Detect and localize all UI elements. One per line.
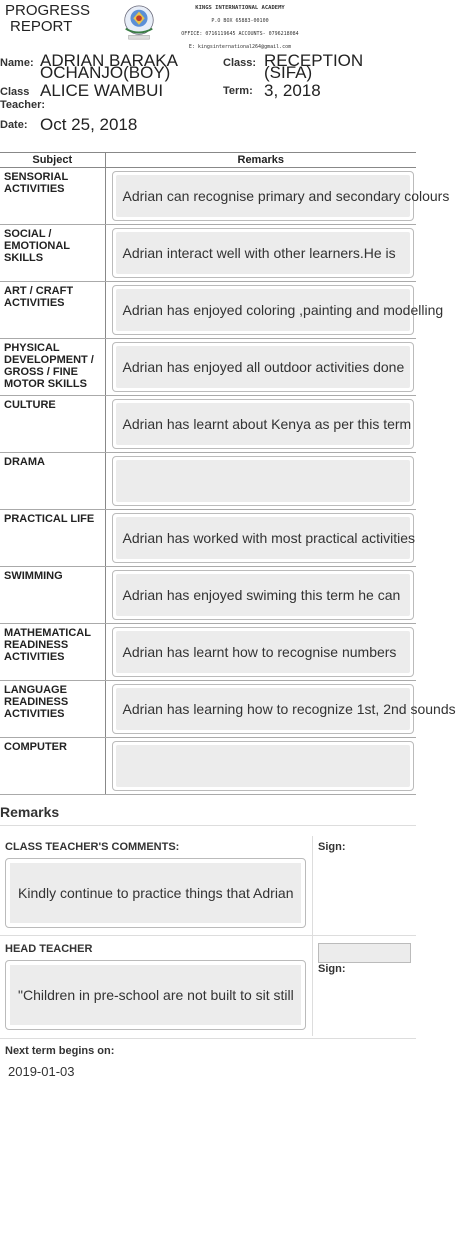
teacher-label: Class Teacher: <box>0 86 46 111</box>
name-label: Name: <box>0 57 34 69</box>
subject-name: ART / CRAFT ACTIVITIES <box>0 282 105 339</box>
remark-text <box>116 745 410 787</box>
school-info <box>160 2 320 54</box>
remark-textarea[interactable] <box>112 456 414 506</box>
next-term-label: Next term begins on: <box>5 1045 115 1057</box>
class-teacher-sign-label: Sign: <box>318 841 346 853</box>
subject-name: DRAMA <box>0 453 105 510</box>
remarks-heading: Remarks <box>0 804 60 820</box>
remark-textarea[interactable] <box>112 513 414 563</box>
remark-textarea[interactable] <box>112 228 414 278</box>
remark-text: Adrian has worked with most practical activities <box>116 517 410 559</box>
remark-textarea[interactable] <box>112 684 456 734</box>
head-teacher-sign-field[interactable] <box>318 943 411 963</box>
date-label: Date: <box>0 119 28 131</box>
school-name: KINGS INTERNATIONAL ACADEMY <box>195 5 285 11</box>
date-value: Oct 25, 2018 <box>40 115 138 134</box>
remark-text: Adrian has learning how to recognize 1st, 2nd sounds <box>116 688 410 730</box>
table-row <box>0 624 416 681</box>
remark-text: Adrian interact well with other learners.He is <box>116 232 410 274</box>
table-row <box>0 396 416 453</box>
table-row <box>0 681 416 738</box>
table-row <box>0 510 416 567</box>
subject-name: PRACTICAL LIFE <box>0 510 105 567</box>
table-row <box>0 225 416 282</box>
term-value: 3, 2018 <box>264 81 321 100</box>
remark-textarea[interactable] <box>112 741 414 791</box>
remark-textarea[interactable] <box>112 399 414 449</box>
sign-column-divider <box>312 836 313 1036</box>
remark-textarea[interactable] <box>112 570 414 620</box>
school-logo-icon <box>120 4 158 42</box>
remark-textarea[interactable] <box>112 171 450 221</box>
remark-text: Adrian has enjoyed all outdoor activities done <box>116 346 410 388</box>
remark-textarea[interactable] <box>112 285 444 335</box>
school-email: E: kingsinternational264@gmail.com <box>188 44 292 50</box>
head-teacher-comment-textarea[interactable] <box>5 960 306 1030</box>
table-row <box>0 567 416 624</box>
divider <box>0 1038 416 1039</box>
subject-name: COMPUTER <box>0 738 105 795</box>
head-teacher-label: HEAD TEACHER <box>5 943 93 955</box>
table-header-row <box>0 153 416 168</box>
remarks-column-header: Remarks <box>105 153 416 168</box>
divider <box>0 935 416 936</box>
table-row <box>0 738 416 795</box>
report-title <box>5 3 90 35</box>
subject-name: MATHEMATICAL READINESS ACTIVITIES <box>0 624 105 681</box>
subject-name: LANGUAGE READINESS ACTIVITIES <box>0 681 105 738</box>
subjects-table <box>0 152 456 795</box>
remark-text <box>116 460 410 502</box>
remark-text: Adrian has enjoyed swiming this term he can <box>116 574 410 616</box>
head-teacher-comment-text: "Children in pre-school are not built to sit still <box>10 965 301 1025</box>
remark-text: Adrian has enjoyed coloring ,painting and modelling <box>116 289 410 331</box>
table-row <box>0 168 416 225</box>
subject-name: SENSORIAL ACTIVITIES <box>0 168 105 225</box>
remark-text: Adrian has learnt how to recognise numbers <box>116 631 410 673</box>
report-title-line1: PROGRESS <box>5 2 91 19</box>
subject-name: PHYSICAL DEVELOPMENT / GROSS / FINE MOTOR SKILLS <box>0 339 105 396</box>
remark-text: Adrian has learnt about Kenya as per this term <box>116 403 410 445</box>
head-teacher-sign-label: Sign: <box>318 963 346 975</box>
class-teacher-comments-label: CLASS TEACHER'S COMMENTS: <box>5 841 180 853</box>
remark-textarea[interactable] <box>112 627 414 677</box>
term-label: Term: <box>223 85 253 97</box>
remark-textarea[interactable] <box>112 342 414 392</box>
subject-name: SWIMMING <box>0 567 105 624</box>
next-term-date: 2019-01-03 <box>8 1064 75 1079</box>
class-teacher-comment-textarea[interactable] <box>5 858 306 928</box>
subject-name: SOCIAL / EMOTIONAL SKILLS <box>0 225 105 282</box>
class-value: RECEPTION (SIFA) <box>264 51 364 82</box>
subject-column-header: Subject <box>0 153 105 168</box>
subject-name: CULTURE <box>0 396 105 453</box>
class-label: Class: <box>223 57 257 69</box>
table-row <box>0 453 416 510</box>
school-po-box: P.O BOX 65883-00100 <box>211 18 269 24</box>
school-phones: OFFICE: 0716119645 ACCOUNTS- 0796218084 <box>181 31 299 37</box>
class-teacher-comment-text: Kindly continue to practice things that Adrian <box>10 863 301 923</box>
table-row <box>0 282 416 339</box>
remark-text: Adrian can recognise primary and secondary colours <box>116 175 410 217</box>
divider <box>0 825 416 826</box>
name-value: ADRIAN BARAKA OCHANJO(BOY) <box>40 51 177 82</box>
table-row <box>0 339 416 396</box>
teacher-value: ALICE WAMBUI <box>40 81 164 100</box>
report-title-line2: REPORT <box>10 18 73 35</box>
